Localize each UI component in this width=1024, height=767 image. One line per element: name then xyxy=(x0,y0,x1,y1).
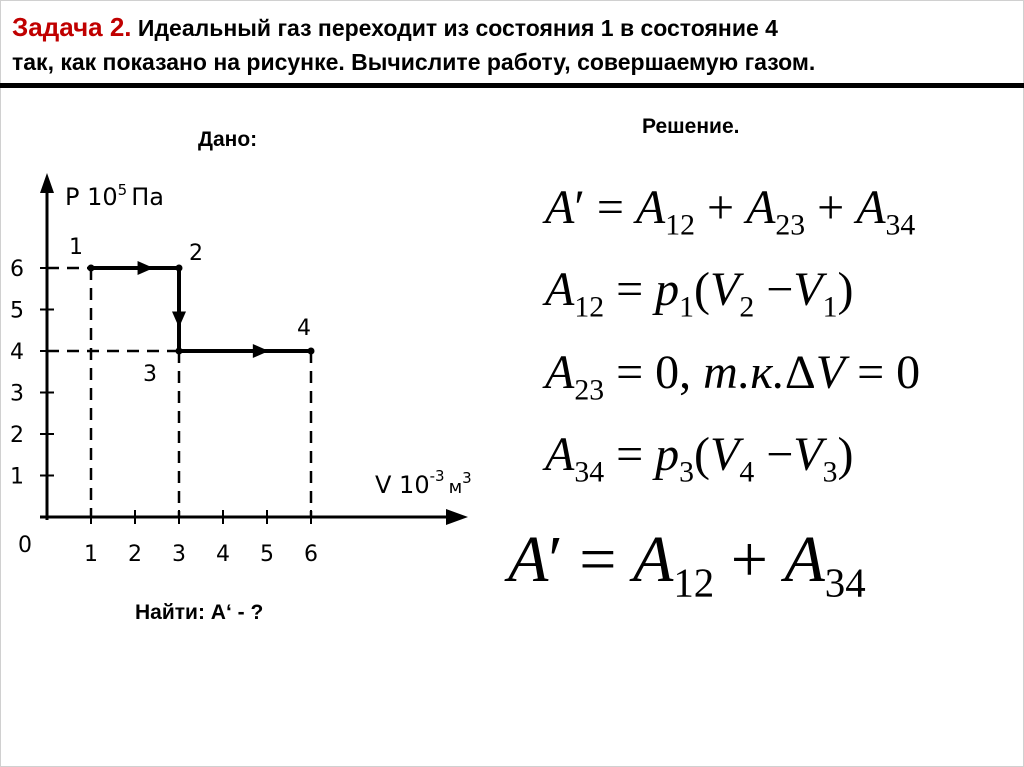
state-point xyxy=(88,265,95,272)
state-label: 4 xyxy=(297,316,311,341)
y-tick-label: 5 xyxy=(10,298,24,324)
y-axis-arrow-icon xyxy=(40,173,54,193)
equation-a34: $A_{34} = p_3(V_4 -V_3)$ xyxy=(545,428,854,489)
process-path xyxy=(88,261,315,358)
problem-statement xyxy=(0,0,1024,88)
y-tick-label: 1 xyxy=(10,464,24,490)
point-labels xyxy=(69,235,311,387)
equation-final: $A' = A_{12} + A_{34}$ xyxy=(508,523,866,606)
direction-arrow-icon xyxy=(253,344,269,358)
direction-arrow-icon xyxy=(138,261,154,275)
state-point xyxy=(176,348,183,355)
equation-a12: $A_{12} = p_1(V_2 -V_1)$ xyxy=(545,263,854,324)
problem-line-2: так, как показано на рисунке. Вычислите работу, совершаемую газом. xyxy=(12,49,816,75)
solution-label: Решение. xyxy=(642,115,740,138)
x-tick-label: 3 xyxy=(172,542,186,567)
x-axis-label: V $10^{-3}_м^3$ xyxy=(375,467,472,499)
pv-diagram xyxy=(0,165,520,585)
task-number: Задача 2. xyxy=(12,12,132,42)
direction-arrow-icon xyxy=(172,311,186,327)
x-tick-label: 6 xyxy=(304,542,318,567)
y-tick-label: 6 xyxy=(10,257,24,282)
state-label: 1 xyxy=(69,235,83,260)
y-tick-label: 2 xyxy=(10,423,24,448)
origin-label: 0 xyxy=(18,533,32,558)
x-tick-label: 1 xyxy=(84,542,98,567)
state-point xyxy=(176,265,183,272)
x-tick-label: 4 xyxy=(216,542,230,567)
problem-text xyxy=(12,10,1012,79)
given-label: Дано: xyxy=(198,128,258,151)
y-axis-label: P $10^5$ Па xyxy=(65,181,164,211)
equation-total-work: $A' = A_{12} + A_{23} + A_{34}$ xyxy=(545,181,916,242)
state-label: 3 xyxy=(143,362,157,387)
equation-a23: $A_{23} = 0$, т.к.ΔV = 0 xyxy=(545,346,921,407)
x-axis-arrow-icon xyxy=(446,509,468,525)
state-point xyxy=(308,348,315,355)
x-tick-label: 5 xyxy=(260,542,274,567)
axis-ticks xyxy=(10,257,318,567)
problem-line-1: Идеальный газ переходит из состояния 1 в состояние 4 xyxy=(131,15,778,41)
y-tick-label: 4 xyxy=(10,340,24,365)
y-tick-label: 3 xyxy=(10,381,24,407)
state-label: 2 xyxy=(189,241,203,266)
x-tick-label: 2 xyxy=(128,542,142,567)
find-label: Найти: A‘ - ? xyxy=(135,601,264,624)
